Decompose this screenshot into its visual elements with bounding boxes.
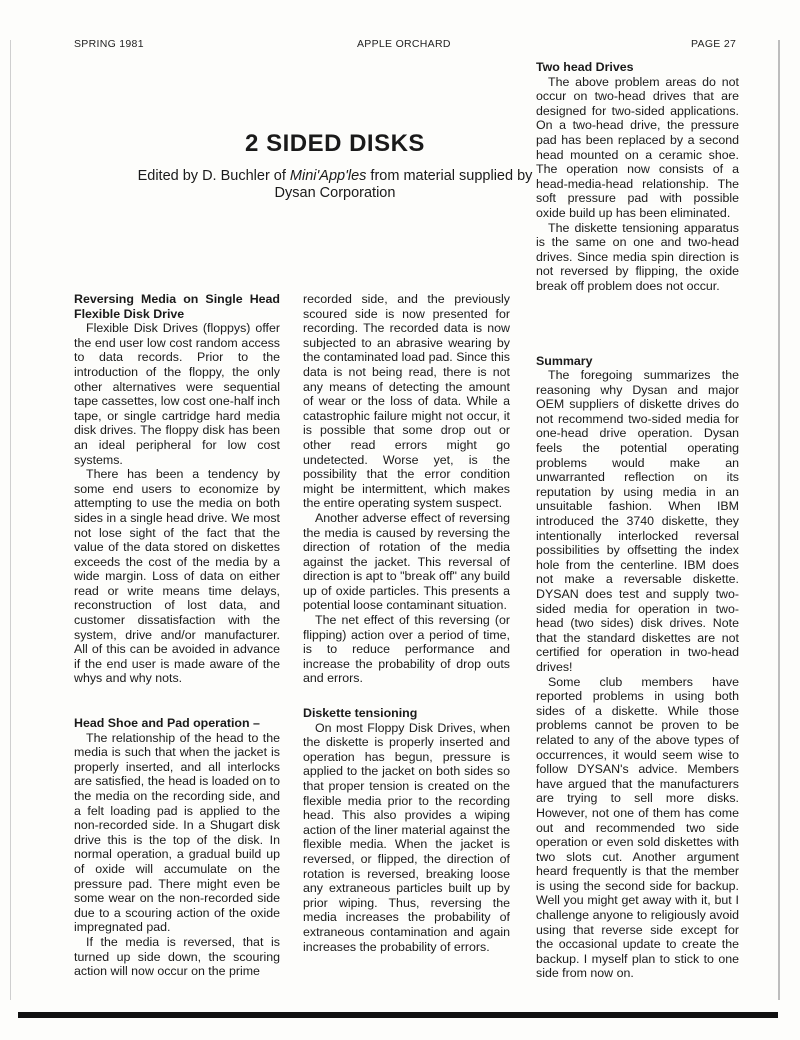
- article-title: 2 SIDED DISKS: [245, 130, 425, 157]
- heading-reversing-media: Reversing Media on Single Head Flexible Disk Drive: [74, 292, 280, 321]
- page-edge-right: [778, 40, 780, 1000]
- byline-post: from material supplied by Dysan Corporation: [274, 168, 533, 201]
- paragraph: There has been a tendency by some end users to economize by attempting to use the media on both sides in a single head drive. We most not lose sight of the fact that the value of the data stored on diskettes exceeds the cost of the media by a wide margin. Loss of data on either read or write means time delays, reconstruction of lost data, and customer dissatisfaction with the system, drive and/or manufacturer. All of this can be avoided in advance if the end user is made aware of the whys and why nots.: [74, 467, 280, 686]
- paragraph: On most Floppy Disk Drives, when the diskette is properly inserted and operation has begun, pressure is applied to the jacket on both sides so that proper tension is created on the flexible media prior to the recording head. This also provides a wiping action of the liner material against the flexible media. When the jacket is reversed, or flipped, the direction of rotation is reversed, breaking loose any extraneous particles built up by prior wiping. Thus, reversing the media increases the probability of extraneous contamination and again increases the probability of errors.: [303, 720, 510, 954]
- paragraph: The net effect of this reversing (or flipping) action over a period of time, is to reduce performance and increase the probability of drop outs and errors.: [303, 613, 510, 686]
- paragraph: The relationship of the head to the media is such that when the jacket is properly inserted, and all interlocks are satisfied, the head is loaded on to the media on the recording side, and a felt loading pad is applied to the non-recorded side. In a Shugart disk drive this is the top of the disk. In normal operation, a gradual build up of oxide will accumulate on the pressure pad. There might even be some wear on the non-recorded side due to a scouring action of the oxide impregnated pad.: [74, 730, 280, 935]
- page-edge-left: [10, 40, 11, 1000]
- byline-group-name: Mini'App'les: [289, 168, 367, 184]
- heading-two-head-drives: Two head Drives: [536, 60, 634, 74]
- paragraph: Flexible Disk Drives (floppys) offer the end user low cost random access to data records. Prior to the introduction of the floppy, the only other alternatives were sequential tape cassettes, low cost one-half inch tape, or single cartridge hard media disk drives. The floppy disk has been an ideal peripheral for low cost systems.: [74, 321, 280, 467]
- paragraph-continued: recorded side, and the previously scoured side is now presented for recording. The recorded data is now subjected to an abrasive wearing by the contaminated load pad. Since this data is not being read, there is not any means of detecting the amount of wear or the loss of data. While a catastrophic failure might not occur, it is possible that some drop out or other read errors might go undetected. Worse yet, is the possibility that the error condition might be intermittent, which makes the entire operating system suspect.: [303, 292, 510, 511]
- heading-head-shoe: Head Shoe and Pad operation –: [74, 716, 260, 731]
- byline-pre: Edited by D. Buchler of: [137, 168, 290, 184]
- paragraph: The diskette tensioning apparatus is the same on one and two-head drives. Since media spin direction is not reversed by flipping, the oxide break off problem does not occur.: [536, 220, 739, 293]
- column-2: [303, 292, 510, 954]
- paragraph: Some club members have reported problems in using both sides of a diskette. While those problems cannot be proven to be related to any of the above types of occurrences, it would seem wise to follow DYSAN's advice. Members have argued that the manufacturers are trying to sell more disks. However, not one of them has come out and recommended two side operation or even sold diskettes with two slots cut. Another argument heard frequently is that the member is using the second side for backup. Well you might get away with it, but I challenge anyone to religiously avoid using that reverse side except for the occasional update to create the backup. I myself plan to stick to one side from now on.: [536, 674, 739, 981]
- column-1: [74, 292, 280, 979]
- header-magazine: APPLE ORCHARD: [357, 38, 451, 50]
- header-season: SPRING 1981: [74, 38, 144, 50]
- heading-summary: Summary: [536, 353, 593, 368]
- paragraph: The foregoing summarizes the reasoning why Dysan and major OEM suppliers of diskette drives do not recommend two-sided media for one-head drive operation. Dysan feels the potential operating problems would make an unwarranted reflection on its reputation by using media in an unsuitable fashion. When IBM introduced the 3740 diskette, they intentionally interlocked reversal possibilities by offsetting the index hole from the centerline. IBM does not make a reversable diskette. DYSAN does test and supply two-sided media for operation in two-head (two sides) disk drives. Note that the standard diskettes are not certified for operation in two-head drives!: [536, 368, 739, 674]
- paragraph: The above problem areas do not occur on two-head drives that are designed for two-sided applications. On a two-head drive, the pressure pad has been replaced by a second head mounted on a ceramic shoe. The operation now consists of a head-media-head relationship. The soft pressure pad with possible oxide build up has been eliminated.: [536, 74, 739, 220]
- paragraph: Another adverse effect of reversing the media is caused by reversing the direction of rotation of the media against the jacket. This reversal of direction is apt to "break off" any build up of oxide particles. This presents a potential loose contaminant situation.: [303, 510, 510, 613]
- heading-diskette-tensioning: Diskette tensioning: [303, 706, 418, 721]
- article-byline: [120, 168, 550, 202]
- column-3: [536, 60, 739, 981]
- bottom-rule: [18, 1012, 778, 1018]
- header-page-number: PAGE 27: [691, 38, 737, 50]
- paragraph: If the media is reversed, that is turned up side down, the scouring action will now occur on the prime: [74, 934, 280, 979]
- article-title-block: [120, 130, 550, 202]
